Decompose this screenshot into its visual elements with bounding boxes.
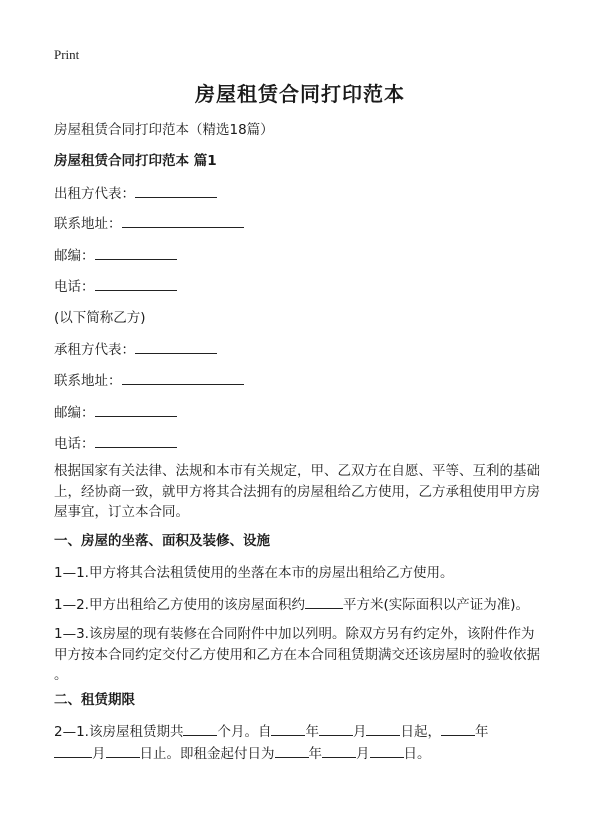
intro-paragraph [54,461,554,523]
lessee-address-line [54,370,244,391]
clause-1-2-text-a: 1—2.甲方出租给乙方使用的该房屋面积约 [54,597,305,613]
lessee-rep-line [54,339,217,360]
lessor-postcode-label: 邮编： [54,248,95,264]
lessee-phone-label: 电话： [54,436,95,452]
section-heading: 房屋租赁合同打印范本 篇1 [54,153,217,169]
party-b-note: (以下简称乙方) [54,310,146,326]
lessee-postcode-label: 邮编： [54,405,95,421]
clause-2-1-line-2 [54,743,554,765]
document-subtitle: 房屋租赁合同打印范本（精选18篇） [54,122,274,138]
end-month-blank [54,743,92,758]
clause-2-1 [54,721,554,764]
lessee-rep-blank [135,339,217,354]
clause-2-1-text: 日。 [403,745,431,762]
clause-1-3-line: 。 [54,667,68,683]
heading-location-area: 一、房屋的坐落、面积及装修、设施 [54,533,270,549]
lessor-rep-blank [135,183,217,198]
end-year-blank [441,721,475,736]
intro-line: 根据国家有关法律、法规和本市有关规定，甲、乙双方在自愿、平等、互利的基础 [54,463,540,479]
lessee-phone-blank [95,433,177,448]
clause-2-1-text: 年 [308,745,322,762]
heading-lease-term: 二、租赁期限 [54,692,135,708]
clause-2-1-text: 日止。即租金起付日为 [139,745,275,762]
intro-line: 屋事宜，订立本合同。 [54,504,189,520]
lessee-address-blank [122,370,244,385]
clause-2-1-text: 月 [352,724,367,740]
clause-2-1-text: 月 [92,745,106,762]
lessor-rep-label: 出租方代表： [54,186,135,202]
lessor-phone-line [54,276,177,297]
lessee-postcode-line [54,402,177,423]
clause-2-1-text: 年 [305,724,319,740]
lessee-rep-label: 承租方代表： [54,342,135,358]
print-label: Print [54,47,80,62]
clause-1-3-line: 甲方按本合同约定交付乙方使用和乙方在本合同租赁期满交还该房屋时的验收依据 [54,646,540,663]
clause-1-3 [54,624,554,686]
rent-month-blank [322,743,356,758]
start-year-blank [271,721,305,736]
clause-1-1: 1—1.甲方将其合法租赁使用的坐落在本市的房屋出租给乙方使用。 [54,565,454,581]
document-title: 房屋租赁合同打印范本 [195,82,405,106]
lessor-rep-line [54,183,217,204]
clause-1-2 [54,594,529,615]
intro-line: 上，经协商一致，就甲方将其合法拥有的房屋租给乙方使用，乙方承租使用甲方房 [54,483,540,500]
rent-year-blank [275,743,309,758]
rent-day-blank [370,743,404,758]
start-day-blank [366,721,400,736]
lessor-postcode-line [54,245,177,266]
lessor-address-blank [122,213,244,228]
lessor-postcode-blank [95,245,177,260]
clause-2-1-text: 年 [474,724,489,740]
clause-2-1-text: 月 [356,745,370,762]
clause-2-1-text: 2—1.该房屋租赁期共 [54,724,184,740]
lessor-phone-label: 电话： [54,279,95,295]
area-blank [305,594,343,609]
months-blank [183,721,217,736]
clause-2-1-text: 日起， [400,724,441,740]
lessor-address-line [54,213,244,234]
lessee-postcode-blank [95,402,177,417]
clause-2-1-line-1 [54,721,554,743]
lessor-address-label: 联系地址： [54,216,122,232]
lessor-phone-blank [95,276,177,291]
clause-2-1-text: 个月。自 [217,724,272,740]
clause-1-3-line: 1—3.该房屋的现有装修在合同附件中加以列明。除双方另有约定外，该附件作为 [54,626,535,642]
end-day-blank [106,743,140,758]
lessee-address-label: 联系地址： [54,373,122,389]
start-month-blank [319,721,353,736]
clause-1-2-text-b: 平方米(实际面积以产证为准)。 [342,597,530,613]
lessee-phone-line [54,433,177,454]
